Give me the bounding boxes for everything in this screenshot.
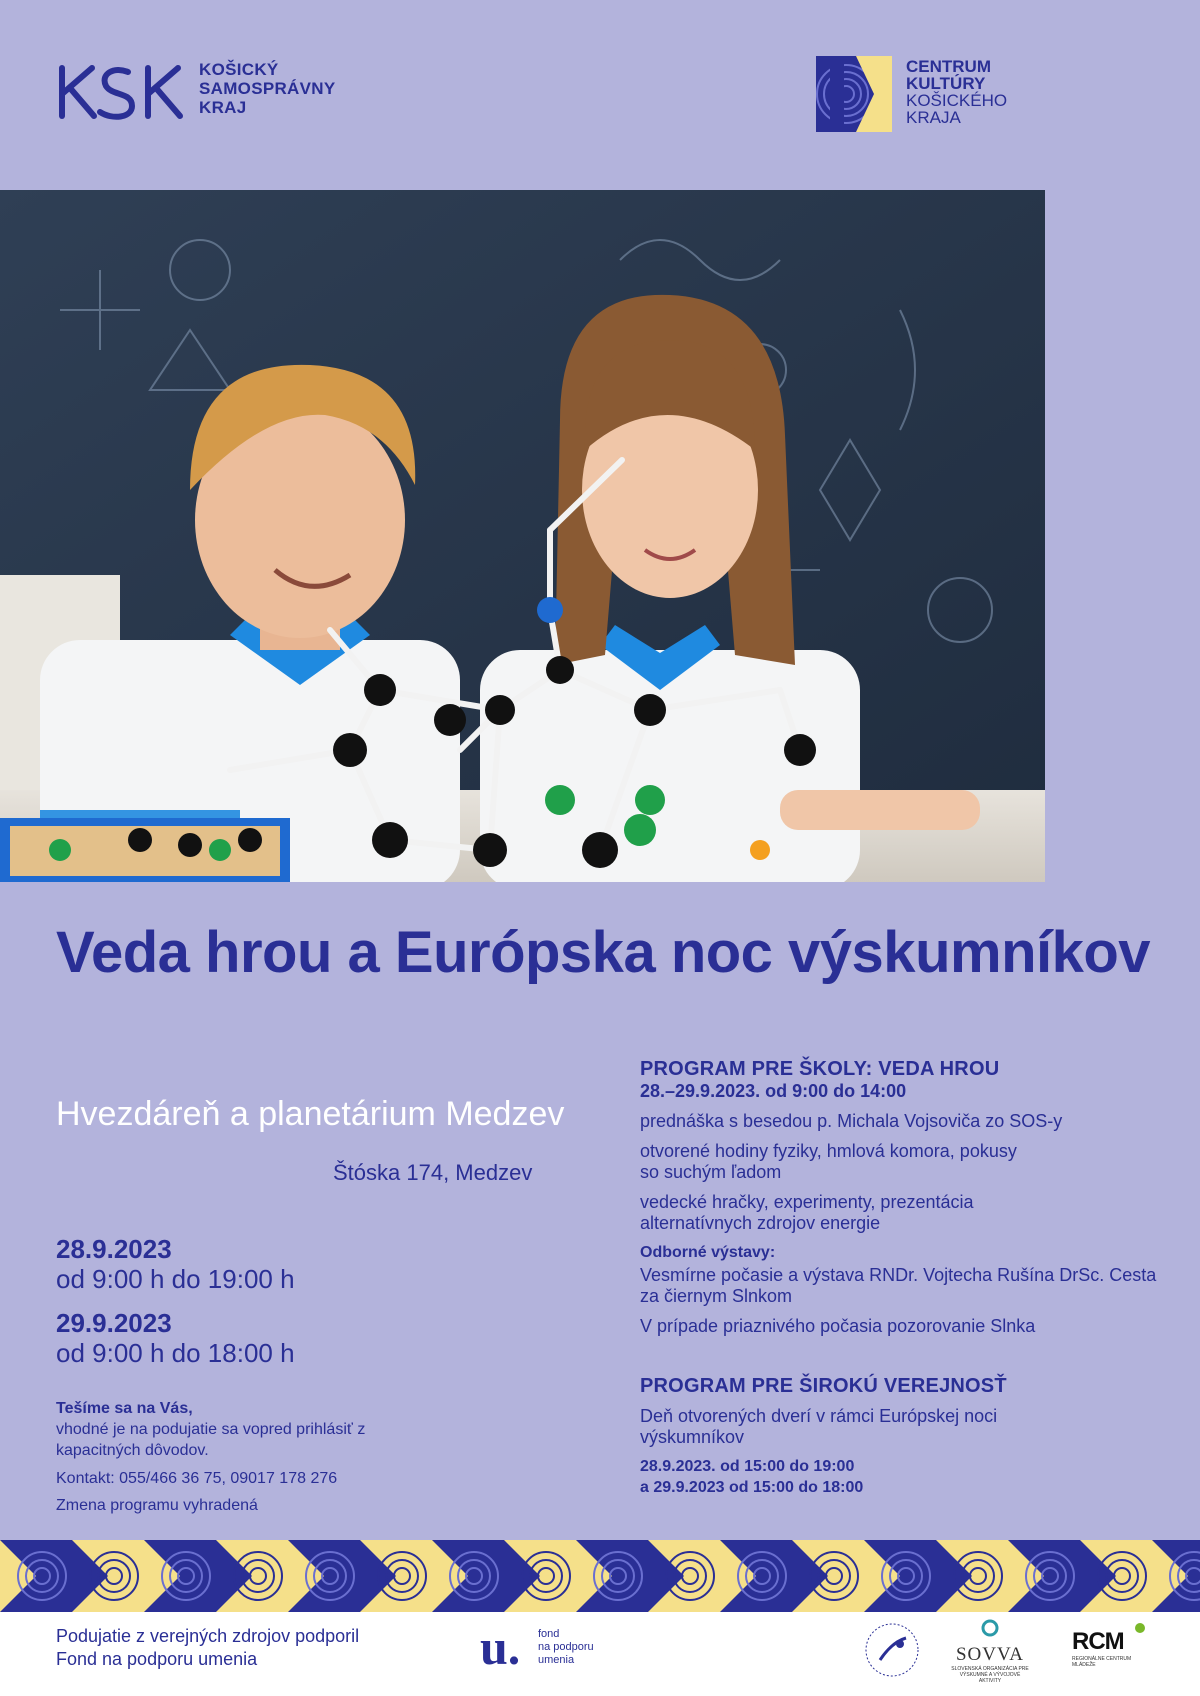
pattern-tile (432, 1540, 504, 1612)
rcm-name: RCM (1072, 1628, 1124, 1655)
pattern-tile (1080, 1540, 1152, 1612)
ck-line: CENTRUM (906, 57, 991, 76)
program-item: vedecké hračky, experimenty, prezentácia alternatívnych zdrojov energie (640, 1192, 974, 1233)
program-public-text: Deň otvorených dverí v rámci Európskej noci výskumníkov (640, 1406, 998, 1447)
hero-photo (0, 190, 1045, 882)
fpu-line: umenia (538, 1654, 575, 1666)
pattern-tile (576, 1540, 648, 1612)
program-schools-dates: 28.–29.9.2023. od 9:00 do 14:00 (640, 1081, 907, 1101)
rcm-logo (1072, 1628, 1152, 1678)
rcm-leaf-icon (1134, 1622, 1146, 1634)
pattern-tile (0, 1540, 72, 1612)
pattern-tile (1152, 1540, 1200, 1612)
funding-line: Podujatie z verejných zdrojov podporil (56, 1626, 360, 1646)
ck-line: KOŠICKÉHO (906, 91, 1008, 110)
centrum-kultury-logo-mark (816, 56, 892, 132)
program-public-date: a 29.9.2023 od 15:00 do 18:00 (640, 1479, 864, 1496)
fpu-logo-mark: u. (480, 1619, 521, 1675)
decorative-pattern-band (0, 1540, 1200, 1612)
ksk-logo-mark (56, 62, 186, 122)
centrum-kultury-wordmark (906, 58, 1007, 126)
event-time: od 9:00 h do 19:00 h (56, 1264, 295, 1294)
pattern-tile (648, 1540, 720, 1612)
pattern-tile (288, 1540, 360, 1612)
pattern-tile (936, 1540, 1008, 1612)
program-item: prednáška s besedou p. Michala Vojsoviča zo SOS-y (640, 1111, 1063, 1131)
fpu-line: fond (538, 1628, 560, 1640)
funding-line: Fond na podporu umenia (56, 1649, 258, 1669)
funding-note (56, 1625, 359, 1671)
exhibitions-label: Odborné výstavy: (640, 1244, 776, 1261)
sun-observation-note: V prípade priaznivého počasia pozorovanie Slnka (640, 1316, 1036, 1336)
pattern-tile (216, 1540, 288, 1612)
welcome-heading: Tešíme sa na Vás, (56, 1400, 193, 1417)
ksk-line: KRAJ (199, 98, 247, 117)
exhibitions-text: Vesmírne počasie a výstava RNDr. Vojtecha Rušína DrSc. Cesta za čiernym Slnkom (640, 1265, 1157, 1306)
sovva-logo-mark (980, 1618, 1000, 1638)
program-schools-heading: PROGRAM PRE ŠKOLY: VEDA HROU (640, 1058, 1000, 1080)
centrum-kultury-logo (816, 56, 1056, 132)
contact-block (56, 1465, 337, 1519)
program-column (640, 1058, 1180, 1498)
ksk-wordmark (199, 60, 336, 117)
fpu-line: na podporu (538, 1641, 594, 1653)
event-date-2 (56, 1308, 295, 1368)
ck-line: KULTÚRY (906, 74, 986, 93)
event-date-1 (56, 1234, 295, 1294)
pattern-tile (864, 1540, 936, 1612)
event-title: Veda hrou a Európska noc výskumníkov (56, 920, 1151, 985)
change-note: Zmena programu vyhradená (56, 1497, 258, 1514)
fpu-wordmark (538, 1628, 594, 1667)
event-date: 29.9.2023 (56, 1308, 172, 1338)
slovak-science-org-logo (862, 1620, 922, 1680)
venue-name: Hvezdáreň a planetárium Medzev (56, 1095, 565, 1133)
pattern-tile (360, 1540, 432, 1612)
program-public-date: 28.9.2023. od 15:00 do 19:00 (640, 1458, 855, 1475)
pattern-tile (720, 1540, 792, 1612)
pattern-tile (144, 1540, 216, 1612)
pattern-tile (72, 1540, 144, 1612)
event-time: od 9:00 h do 18:00 h (56, 1338, 295, 1368)
fpu-logo (480, 1619, 650, 1676)
sovva-name: SOVVA (955, 1644, 1024, 1665)
sovva-logo (950, 1618, 1030, 1682)
program-public-heading: PROGRAM PRE ŠIROKÚ VEREJNOSŤ (640, 1375, 1007, 1397)
pattern-tile (792, 1540, 864, 1612)
sovva-subtitle: SLOVENSKÁ ORGANIZÁCIA PRE VÝSKUMNÉ A VÝVOJOVÉ AKTIVITY (951, 1666, 1029, 1684)
venue-address: Štóska 174, Medzev (333, 1160, 533, 1185)
ksk-logo (56, 58, 356, 128)
rcm-subtitle: REGIONÁLNE CENTRUM MLÁDEŽE (1072, 1656, 1132, 1668)
pattern-tile (1008, 1540, 1080, 1612)
ksk-line: KOŠICKÝ (199, 60, 279, 79)
contact-info: Kontakt: 055/466 36 75, 09017 178 276 (56, 1470, 338, 1487)
event-date: 28.9.2023 (56, 1234, 172, 1264)
ck-line: KRAJA (906, 108, 961, 127)
ksk-line: SAMOSPRÁVNY (199, 79, 336, 98)
pattern-tile (504, 1540, 576, 1612)
welcome-text: vhodné je na podujatie sa vopred prihlásiť z kapacitných dôvodov. (56, 1421, 366, 1459)
welcome-note (56, 1398, 596, 1461)
program-item: otvorené hodiny fyziky, hmlová komora, pokusy so suchým ľadom (640, 1141, 1017, 1182)
